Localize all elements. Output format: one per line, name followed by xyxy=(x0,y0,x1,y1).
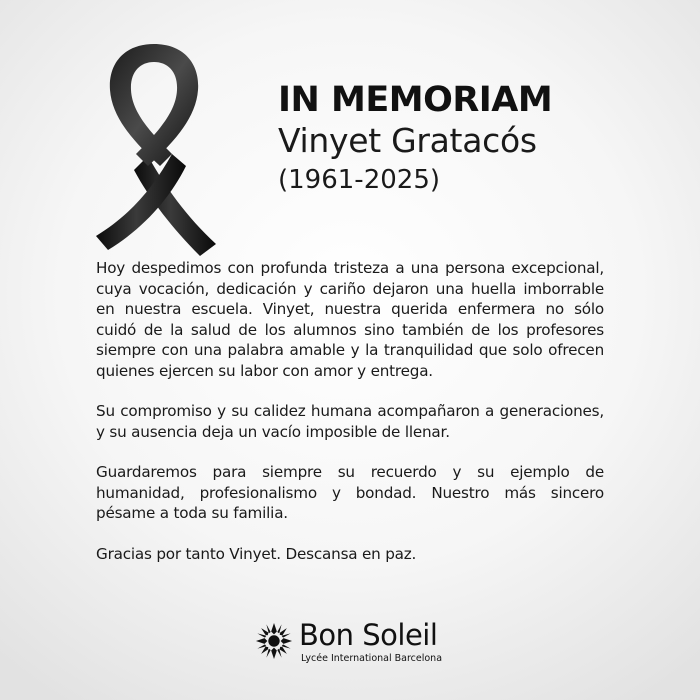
logo-name: Bon Soleil xyxy=(299,618,438,652)
sun-icon xyxy=(255,622,293,660)
memorial-title: IN MEMORIAM xyxy=(278,80,553,120)
mourning-ribbon-icon xyxy=(88,38,220,256)
message-paragraph: Gracias por tanto Vinyet. Descansa en paz. xyxy=(96,544,417,563)
deceased-name: Vinyet Gratacós xyxy=(278,121,537,160)
life-years: (1961-2025) xyxy=(278,165,441,195)
message-paragraph: Hoy despedimos con profunda tristeza a una persona excepcional, cuya vocación, dedicación y cariño dejaron una huella imborrable en nuestra escuela. Vinyet, nuestra querida enfermera no sólo cuidó de la salud de los alumnos sino también de los profesores siempre con una palabra amable y la tranquilidad que solo ofrecen quienes ejercen su labor con amor y entrega. xyxy=(96,259,604,380)
logo-tagline: Lycée International Barcelona xyxy=(301,653,443,664)
memorial-header xyxy=(278,80,688,198)
school-logo xyxy=(255,618,485,668)
message-paragraph: Guardaremos para siempre su recuerdo y su ejemplo de humanidad, profesionalismo y bondad. Nuestro más sincero pésame a toda su familia. xyxy=(96,463,604,522)
message-paragraph: Su compromiso y su calidez humana acompañaron a generaciones, y su ausencia deja un vacío imposible de llenar. xyxy=(96,402,604,441)
memorial-message xyxy=(96,258,604,584)
